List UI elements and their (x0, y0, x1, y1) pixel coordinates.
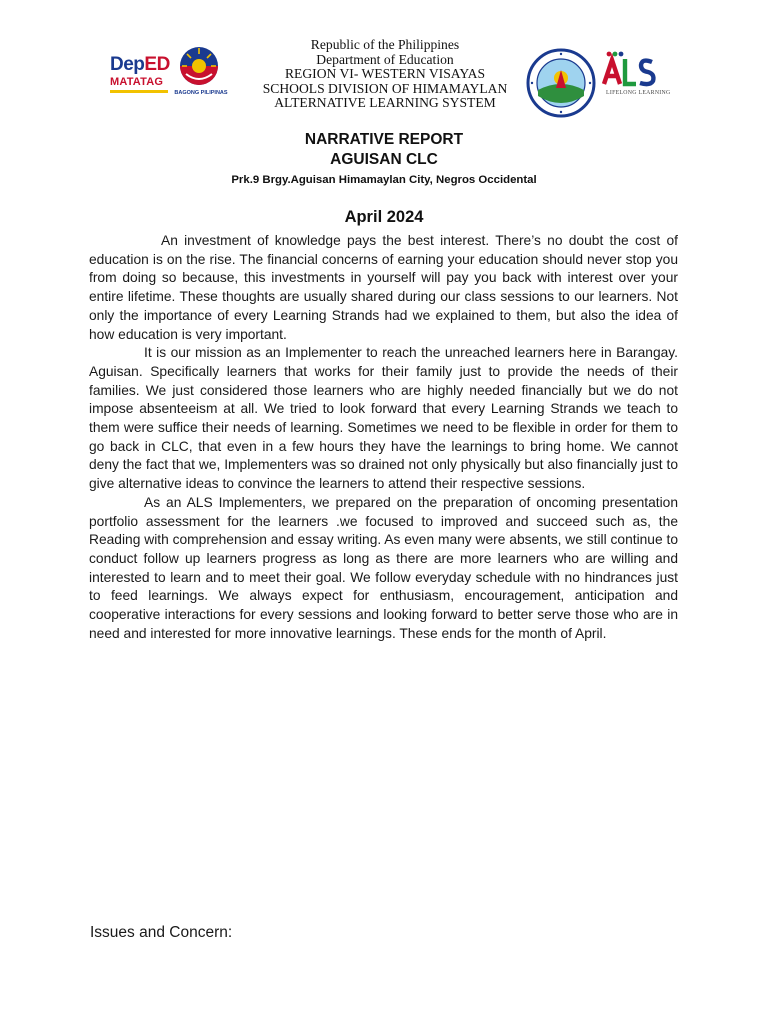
bagong-pilipinas-emblem (172, 44, 226, 90)
als-emblem (598, 50, 662, 90)
report-month: April 2024 (344, 208, 424, 226)
header-line-division: SCHOOLS DIVISION OF HIMAMAYLAN (262, 80, 508, 96)
letterhead (0, 38, 768, 118)
report-body (89, 232, 678, 643)
report-title-block (0, 130, 768, 188)
schools-division-seal (526, 48, 596, 118)
als-caption: LIFELONG LEARNING (606, 90, 671, 96)
report-title: NARRATIVE REPORT (304, 131, 464, 148)
paragraph-preparation: As an ALS Implementers, we prepared on the preparation of oncoming presentation portfolio assessment for the learners .we focused to improved and succeed such as, the Reading with comprehension and essay writing. As even many were absents, we still continue to conduct follow up learners progress as long as there are more learners who are willing and interested to learn and to meet their goal. We follow everyday schedule with no hindrances just to feed learnings. We always expect for enthusiasm, encouragement, anticipation and cooperative interactions for every sessions and looking forward to better serve those who are in need and interested for more innovative learnings. These ends for the month of April. (89, 494, 678, 641)
als-logo (598, 50, 671, 100)
clc-address: Prk.9 Brgy.Aguisan Himamaylan City, Negros Occidental (231, 174, 537, 186)
matatag-logo-text: MATATAG (110, 76, 164, 88)
deped-logo-text-ed: ED (144, 54, 170, 75)
deped-matatag-logo (110, 46, 168, 98)
division-seal-icon (526, 48, 596, 118)
header-line-region: REGION VI- WESTERN VISAYAS (284, 66, 486, 82)
header-line-republic: Republic of the Philippines (310, 37, 460, 52)
header-line-department: Department of Education (316, 51, 454, 67)
header-line-als: ALTERNATIVE LEARNING SYSTEM (274, 95, 496, 111)
bagong-pilipinas-caption: BAGONG PILIPINAS (174, 90, 228, 96)
deped-logo-text: Dep (110, 54, 145, 75)
bagong-pilipinas-logo (172, 44, 226, 100)
clc-name: AGUISAN CLC (330, 151, 438, 168)
agency-header (240, 38, 530, 111)
issues-heading: Issues and Concern: (90, 924, 233, 941)
paragraph-mission: It is our mission as an Implementer to reach the unreached learners here in Barangay. Aguisan. Specifically learners that works for their family just to provide the needs of their families. We just considered those learners who are highly needed financially but we do not impose absenteeism at all. We tried to look forward that every Learning Strands we teach to them were suffice their needs of learning. Sometimes we need to be flexible in order for them to go back in CLC, that even in a few hours they have the learnings to bring home. We cannot deny the fact that we, Implementers was so drained not only physically but also financially just to give alternative ideas to convince the learners to attend their respective sessions. (89, 345, 678, 492)
paragraph-investment: An investment of knowledge pays the best interest. There’s no doubt the cost of education is on the rise. The financial concerns of earning your education should never stop you from doing so because, this investments in yourself will pay you back with interest over your entire lifetime. These thoughts are usually shared during our class sessions to our learners. Not only the importance of every Learning Strands had we explained to them, but also the idea of how education is very important. (89, 233, 678, 342)
matatag-underline (110, 90, 168, 93)
